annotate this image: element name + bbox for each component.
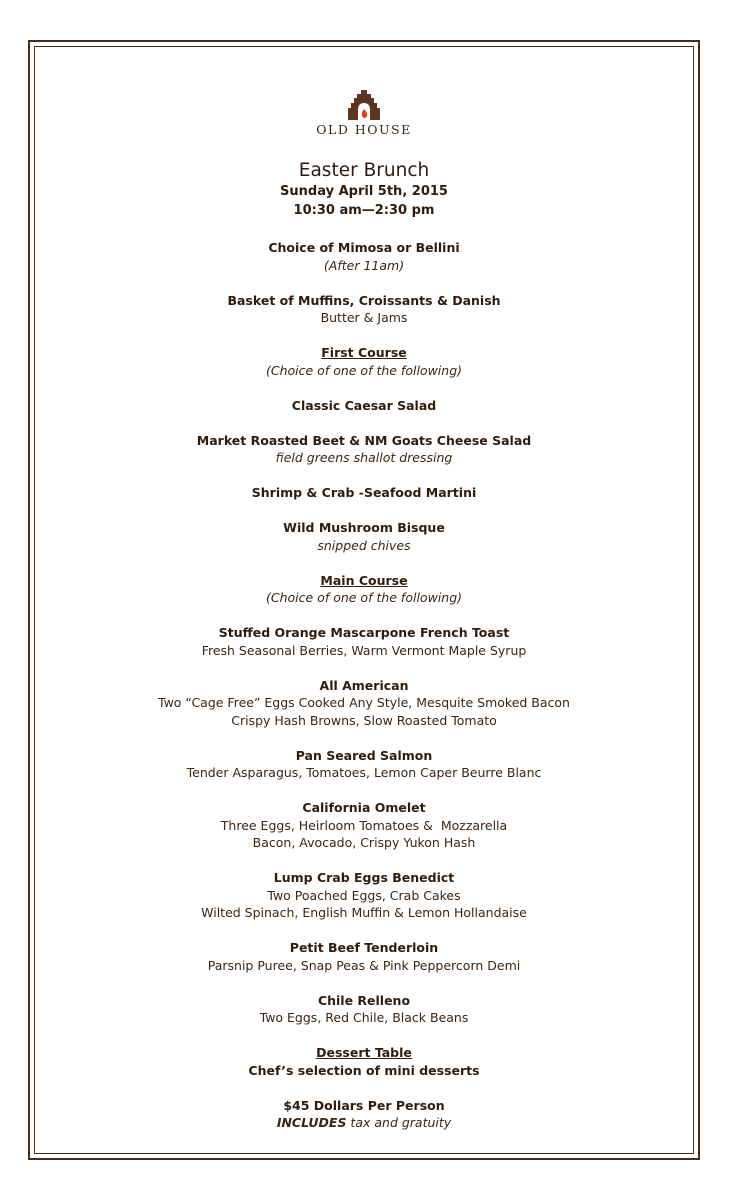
old-house-logo: [40, 90, 688, 138]
first-course-item: Shrimp & Crab -Seafood Martini: [251, 485, 477, 500]
dessert-desc: Chef’s selection of mini desserts: [248, 1062, 480, 1078]
price-title: $45 Dollars Per Person: [283, 1097, 445, 1113]
main-course-item: Chile Relleno: [317, 992, 411, 1008]
main-course-note: (Choice of one of the following): [265, 590, 463, 605]
main-course-item-desc: Bacon, Avocado, Crispy Yukon Hash: [252, 835, 476, 850]
main-course-item-desc: Tender Asparagus, Tomatoes, Lemon Caper Beurre Blanc: [186, 765, 542, 780]
main-course-heading: Main Course: [320, 572, 408, 588]
first-course-item-desc: snipped chives: [317, 537, 411, 553]
main-course-item-desc: Two Eggs, Red Chile, Black Beans: [259, 1010, 469, 1025]
basket-title: Basket of Muffins, Croissants & Danish: [227, 292, 501, 308]
main-course-item: Stuffed Orange Mascarpone French Toast: [218, 625, 510, 640]
price-note-bold: INCLUDES: [276, 1115, 347, 1130]
first-course-item: Wild Mushroom Bisque: [283, 520, 445, 535]
menu-content: [40, 90, 688, 1132]
main-course-item-desc: Fresh Seasonal Berries, Warm Vermont Maple Syrup: [201, 642, 527, 658]
basket-note: Butter & Jams: [320, 310, 408, 325]
drink-note: (After 11am): [323, 257, 405, 273]
price-note-rest: tax and gratuity: [346, 1115, 452, 1130]
main-course-item: California Omelet: [302, 800, 426, 815]
main-course-item-desc: Parsnip Puree, Snap Peas & Pink Peppercorn Demi: [207, 957, 521, 973]
event-date: Sunday April 5th, 2015: [280, 184, 448, 199]
main-course-item-desc: Three Eggs, Heirloom Tomatoes & Mozzarella: [220, 817, 508, 833]
event-time: 10:30 am—2:30 pm: [293, 203, 435, 218]
first-course-item-desc: field greens shallot dressing: [275, 450, 453, 465]
first-course-item: Market Roasted Beet & NM Goats Cheese Salad: [196, 432, 532, 448]
main-course-item: Lump Crab Eggs Benedict: [273, 870, 455, 885]
main-course-item: All American: [319, 677, 409, 693]
adobe-house-icon: [347, 90, 381, 120]
price-note: [40, 1114, 688, 1132]
main-course-item-desc: Two Poached Eggs, Crab Cakes: [267, 887, 461, 903]
main-course-item-desc: Crispy Hash Browns, Slow Roasted Tomato: [231, 712, 497, 728]
main-course-item: Petit Beef Tenderloin: [289, 940, 439, 955]
menu-title: Easter Brunch: [298, 160, 430, 181]
first-course-heading: First Course: [321, 345, 407, 360]
main-course-item-desc: Wilted Spinach, English Muffin & Lemon Hollandaise: [201, 905, 527, 920]
main-course-item-desc: Two “Cage Free” Eggs Cooked Any Style, Mesquite Smoked Bacon: [158, 695, 570, 710]
main-course-item: Pan Seared Salmon: [295, 747, 433, 763]
first-course-item: Classic Caesar Salad: [291, 397, 437, 413]
drink-title: Choice of Mimosa or Bellini: [268, 240, 460, 255]
brand-name: OLD HOUSE: [316, 122, 412, 137]
dessert-heading: Dessert Table: [316, 1045, 412, 1060]
first-course-note: (Choice of one of the following): [265, 362, 463, 378]
